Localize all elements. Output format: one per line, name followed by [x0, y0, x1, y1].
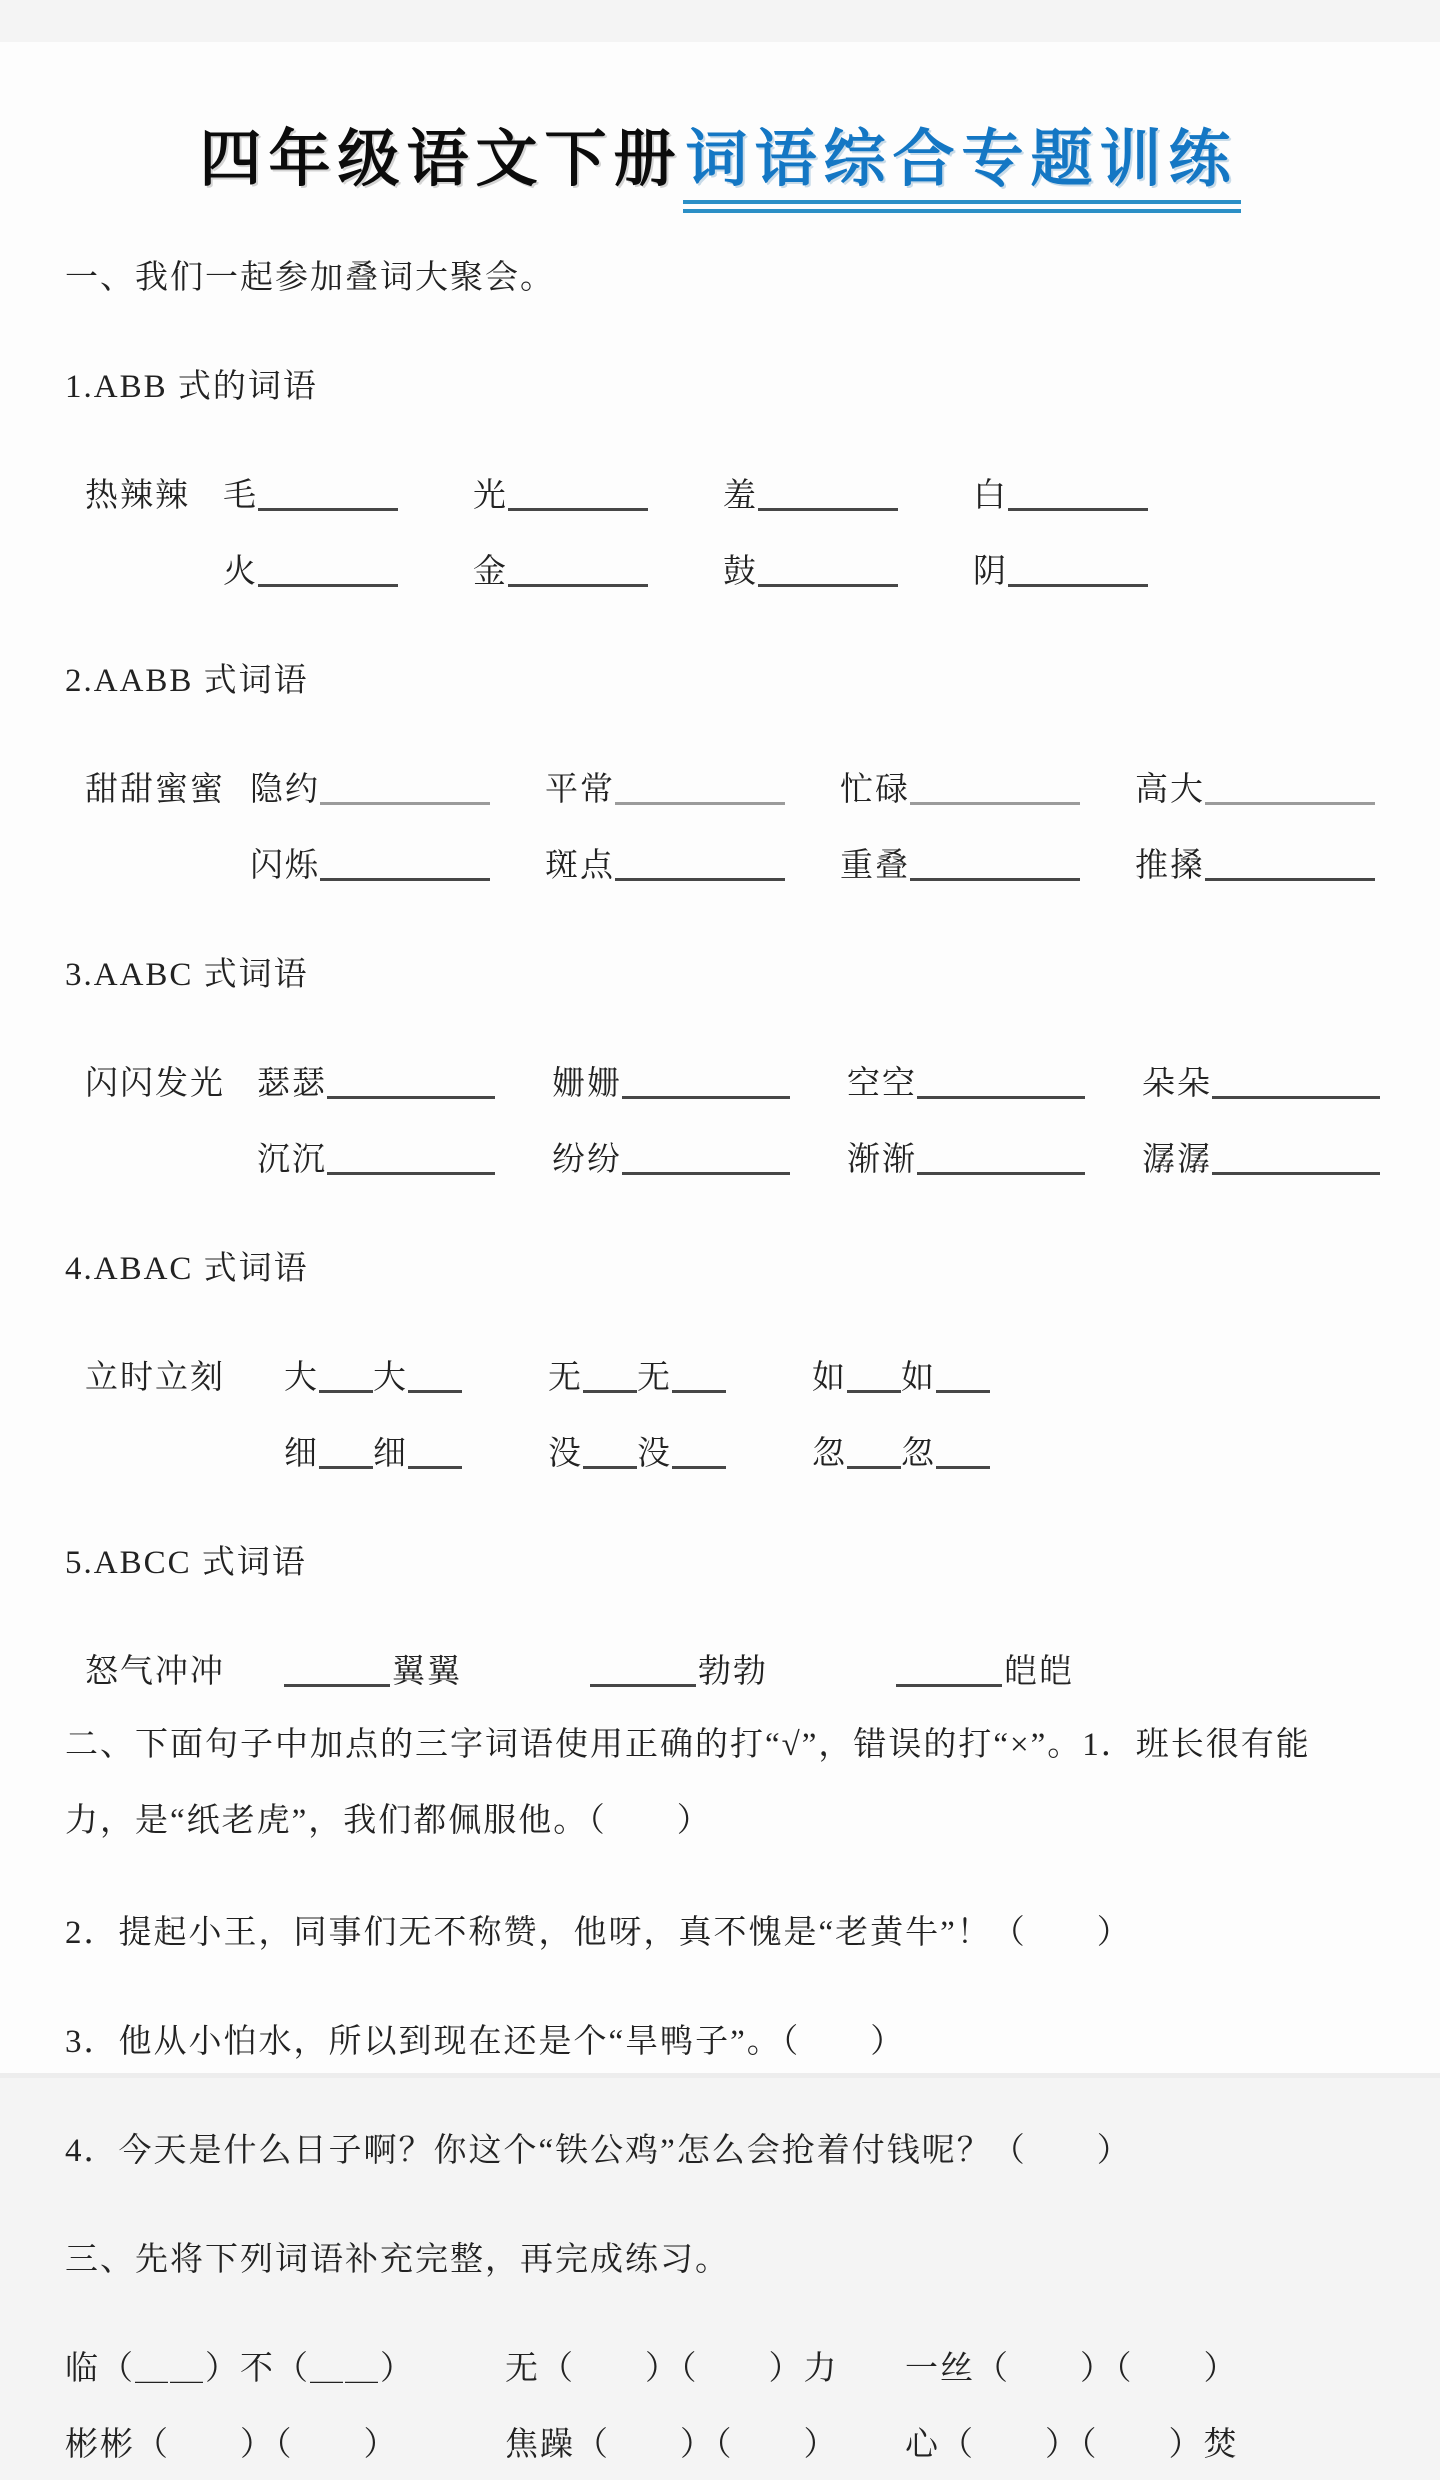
question-2: 2．提起小王，同事们无不称赞，他呀，真不愧是“老黄牛”！（ ） — [65, 1915, 1132, 1951]
given-chars: 皑皑 — [1004, 1654, 1074, 1690]
blank-line — [615, 772, 785, 805]
page-bottom-edge — [0, 2073, 1440, 2078]
given-char: 羞 — [723, 478, 758, 514]
blank-line — [896, 1654, 1002, 1687]
complete-words-row-2 — [65, 2404, 1375, 2480]
given-char: 细 — [373, 1436, 408, 1472]
blank-line — [590, 1654, 696, 1687]
abb-row-2 — [65, 531, 1375, 607]
given-chars: 重叠 — [840, 848, 910, 884]
question-4: 4．今天是什么日子啊？你这个“铁公鸡”怎么会抢着付钱呢？（ ） — [65, 2133, 1132, 2169]
fill-item — [552, 1057, 847, 1104]
fill-item — [896, 1645, 1202, 1692]
given-char: 没 — [637, 1436, 672, 1472]
given-chars: 沉沉 — [257, 1142, 327, 1178]
blank-line — [319, 1436, 373, 1469]
abac-row-1 — [65, 1337, 1375, 1413]
fill-item — [473, 545, 723, 592]
fill-item — [284, 1427, 548, 1474]
blank-line — [327, 1066, 495, 1099]
word-completion-item: 彬彬（ ）（ ） — [65, 2427, 399, 2463]
example-word: 甜甜蜜蜜 — [85, 772, 225, 808]
blank-line — [847, 1436, 901, 1469]
blank-line — [284, 1654, 390, 1687]
abcc-row — [65, 1631, 1375, 1707]
example-word: 立时立刻 — [85, 1360, 225, 1396]
word-completion-item: 心（ ）（ ）焚 — [905, 2427, 1239, 2463]
fill-item — [545, 763, 840, 810]
given-chars: 闪烁 — [250, 848, 320, 884]
aabb-row-1 — [65, 749, 1375, 825]
fill-item — [840, 763, 1135, 810]
blank-line — [1212, 1142, 1380, 1175]
fill-item — [847, 1133, 1142, 1180]
fill-item — [552, 1133, 847, 1180]
blank-line — [917, 1066, 1085, 1099]
blank-line — [258, 554, 398, 587]
given-char: 无 — [548, 1360, 583, 1396]
blank-line — [622, 1066, 790, 1099]
given-chars: 潺潺 — [1142, 1142, 1212, 1178]
fill-item — [284, 1645, 590, 1692]
fill-item — [1135, 763, 1430, 810]
blank-line — [672, 1360, 726, 1393]
blank-line — [672, 1436, 726, 1469]
given-chars: 纷纷 — [552, 1142, 622, 1178]
blank-line — [917, 1142, 1085, 1175]
fill-item — [723, 469, 973, 516]
given-char: 白 — [973, 478, 1008, 514]
blank-line — [408, 1360, 462, 1393]
blank-line — [1008, 478, 1148, 511]
given-char: 忽 — [812, 1436, 847, 1472]
blank-line — [258, 478, 398, 511]
blank-line — [1205, 848, 1375, 881]
given-char: 大 — [284, 1360, 319, 1396]
title-course-part: 四年级语文下册 — [199, 125, 683, 194]
given-char: 金 — [473, 554, 508, 590]
fill-item — [1135, 839, 1430, 886]
fill-item — [1142, 1057, 1437, 1104]
fill-item — [723, 545, 973, 592]
blank-line — [320, 848, 490, 881]
group-abb-label: 1.ABB 式的词语 — [65, 369, 318, 405]
worksheet-content — [0, 237, 1440, 2480]
blank-line — [936, 1360, 990, 1393]
section-three-heading: 三、先将下列词语补充完整，再完成练习。 — [65, 2242, 730, 2278]
blank-line — [910, 772, 1080, 805]
example-word: 怒气冲冲 — [85, 1654, 225, 1690]
fill-item — [812, 1427, 1076, 1474]
fill-item — [473, 469, 723, 516]
fill-item — [973, 545, 1223, 592]
fill-item — [284, 1351, 548, 1398]
given-chars: 高大 — [1135, 772, 1205, 808]
page-title — [0, 42, 1440, 195]
word-completion-item: 一丝（ ）（ ） — [905, 2351, 1239, 2387]
blank-line — [622, 1142, 790, 1175]
aabc-row-1 — [65, 1043, 1375, 1119]
word-completion-item: 无（ ）（ ）力 — [505, 2351, 839, 2387]
blank-line — [1205, 772, 1375, 805]
blank-line — [583, 1436, 637, 1469]
section-two-heading-and-q1: 二、下面句子中加点的三字词语使用正确的打“√”，错误的打“×”。1．班长很有能力，是“纸老虎”，我们都佩服他。（ ） — [65, 1726, 1311, 1839]
given-char: 如 — [901, 1360, 936, 1396]
complete-words-row-1 — [65, 2328, 1375, 2404]
blank-line — [508, 554, 648, 587]
fill-item — [250, 839, 545, 886]
fill-item — [223, 545, 473, 592]
given-chars: 空空 — [847, 1066, 917, 1102]
blank-line — [319, 1360, 373, 1393]
given-char: 细 — [284, 1436, 319, 1472]
fill-item — [812, 1351, 1076, 1398]
fill-item — [847, 1057, 1142, 1104]
fill-item — [548, 1427, 812, 1474]
given-char: 火 — [223, 554, 258, 590]
given-char: 如 — [812, 1360, 847, 1396]
given-char: 无 — [637, 1360, 672, 1396]
given-char: 大 — [373, 1360, 408, 1396]
blank-line — [758, 554, 898, 587]
blank-line — [847, 1360, 901, 1393]
given-chars: 朵朵 — [1142, 1066, 1212, 1102]
fill-item — [1142, 1133, 1437, 1180]
question-3: 3．他从小怕水，所以到现在还是个“旱鸭子”。（ ） — [65, 2024, 906, 2060]
fill-item — [840, 839, 1135, 886]
aabc-row-2 — [65, 1119, 1375, 1195]
blank-line — [508, 478, 648, 511]
blank-line — [936, 1436, 990, 1469]
given-chars: 隐约 — [250, 772, 320, 808]
word-completion-item: 焦躁（ ）（ ） — [505, 2427, 839, 2463]
blank-line — [583, 1360, 637, 1393]
given-chars: 渐渐 — [847, 1142, 917, 1178]
blank-line — [408, 1436, 462, 1469]
section-one-heading: 一、我们一起参加叠词大聚会。 — [65, 260, 555, 296]
abac-row-2 — [65, 1413, 1375, 1489]
given-char: 没 — [548, 1436, 583, 1472]
fill-item — [257, 1133, 552, 1180]
group-abcc-label: 5.ABCC 式词语 — [65, 1545, 307, 1581]
example-word: 闪闪发光 — [85, 1066, 225, 1102]
given-chars: 瑟瑟 — [257, 1066, 327, 1102]
fill-item — [223, 469, 473, 516]
fill-item — [973, 469, 1223, 516]
given-chars: 姗姗 — [552, 1066, 622, 1102]
blank-line — [615, 848, 785, 881]
blank-line — [1212, 1066, 1380, 1099]
blank-line — [910, 848, 1080, 881]
aabb-row-2 — [65, 825, 1375, 901]
given-chars: 忙碌 — [840, 772, 910, 808]
fill-item — [257, 1057, 552, 1104]
given-chars: 斑点 — [545, 848, 615, 884]
fill-item — [548, 1351, 812, 1398]
example-word: 热辣辣 — [85, 478, 190, 514]
given-chars: 勃勃 — [698, 1654, 768, 1690]
fill-item — [250, 763, 545, 810]
abb-row-1 — [65, 455, 1375, 531]
given-chars: 推搡 — [1135, 848, 1205, 884]
group-aabb-label: 2.AABB 式词语 — [65, 663, 309, 699]
given-char: 阴 — [973, 554, 1008, 590]
blank-line — [320, 772, 490, 805]
title-topic-part: 词语综合专题训练 — [683, 126, 1241, 213]
given-char: 光 — [473, 478, 508, 514]
blank-line — [1008, 554, 1148, 587]
given-chars: 翼翼 — [392, 1654, 462, 1690]
group-abac-label: 4.ABAC 式词语 — [65, 1251, 309, 1287]
fill-item — [545, 839, 840, 886]
fill-item — [590, 1645, 896, 1692]
group-aabc-label: 3.AABC 式词语 — [65, 957, 309, 993]
worksheet-page — [0, 42, 1440, 2463]
given-chars: 平常 — [545, 772, 615, 808]
blank-line — [327, 1142, 495, 1175]
blank-line — [758, 478, 898, 511]
word-completion-item: 临（＿＿）不（＿＿） — [65, 2351, 415, 2387]
given-char: 忽 — [901, 1436, 936, 1472]
given-char: 鼓 — [723, 554, 758, 590]
given-char: 毛 — [223, 478, 258, 514]
